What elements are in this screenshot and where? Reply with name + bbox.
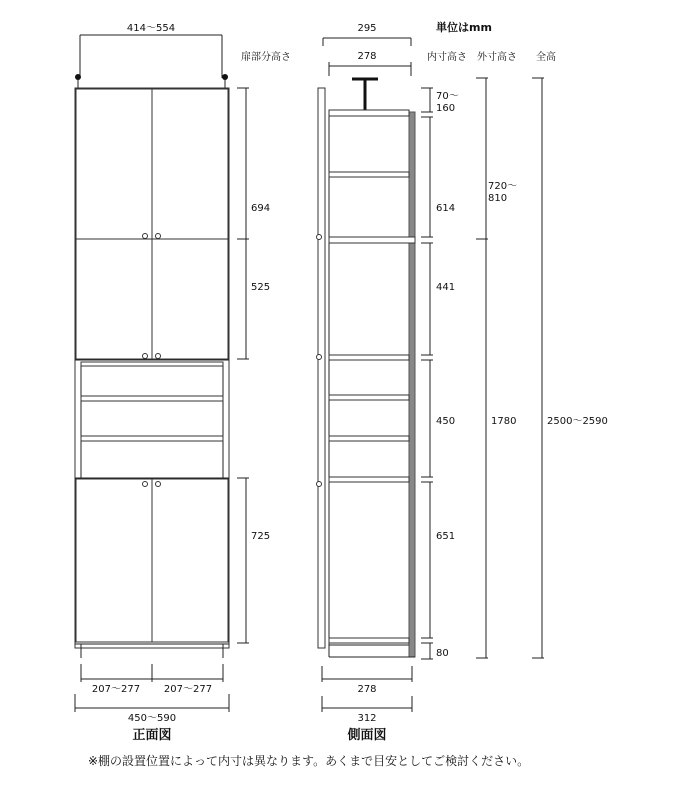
- unit-label: 単位はmm: [436, 21, 492, 34]
- shelf-board: [329, 110, 409, 116]
- knob-icon: [156, 354, 161, 359]
- pole-cap-right-icon: [222, 74, 228, 80]
- total-height-dims: [532, 78, 544, 658]
- upper-door-right: [152, 89, 228, 239]
- top-depth-label: 295: [357, 23, 377, 34]
- inner-height-6: 80: [436, 648, 449, 659]
- knob-icon: [143, 482, 148, 487]
- outer-height-top-line2: 810: [488, 193, 508, 204]
- knob-icon: [156, 234, 161, 239]
- door-height-3: 725: [251, 531, 271, 542]
- header-inner-height: 内寸高さ: [427, 52, 467, 63]
- middle-door-left: [76, 239, 152, 359]
- knob-icon: [156, 482, 161, 487]
- inner-depth-bottom-label: 278: [357, 684, 377, 695]
- shelf-board: [329, 172, 409, 177]
- inner-depth-top-label: 278: [357, 51, 377, 62]
- door-height-dims: [237, 88, 249, 643]
- middle-door-right: [152, 239, 228, 359]
- outer-height-dims: [476, 78, 488, 658]
- outer-height-bottom: 1780: [491, 416, 517, 427]
- outer-height-top-line1: 720～: [488, 181, 518, 192]
- header-door-height: 扉部分高さ: [241, 52, 291, 63]
- header-total-height: 全高: [536, 52, 556, 63]
- inner-height-3: 441: [436, 282, 456, 293]
- front-view: [75, 23, 270, 743]
- side-back-panel: [409, 112, 415, 657]
- inner-height-4: 450: [436, 416, 456, 427]
- footnote: ※棚の設置位置によって内寸は異なります。あくまで目安としてご検討ください。: [88, 754, 530, 768]
- lower-door-left: [76, 479, 152, 642]
- front-view-title: 正面図: [132, 728, 172, 743]
- outer-depth-label: 312: [357, 713, 377, 724]
- total-height-label: 2500～2590: [547, 416, 608, 427]
- side-view-title: 側面図: [347, 728, 387, 743]
- inner-height-top-line2: 160: [436, 103, 456, 114]
- pole-cap-left-icon: [75, 74, 81, 80]
- door-height-1: 694: [251, 203, 271, 214]
- inner-height-2: 614: [436, 203, 456, 214]
- shelf-board: [329, 395, 409, 400]
- knob-icon: [317, 235, 322, 240]
- knob-icon: [143, 354, 148, 359]
- left-door-width-label: 207～277: [91, 684, 141, 695]
- knob-icon: [317, 355, 322, 360]
- upper-door-left: [76, 89, 152, 239]
- right-door-width-label: 207～277: [163, 684, 213, 695]
- shelf-board: [329, 477, 409, 482]
- total-width-label: 450～590: [127, 713, 177, 724]
- lower-door-right: [152, 479, 228, 642]
- shelf-board: [329, 638, 409, 643]
- header-outer-height: 外寸高さ: [477, 52, 517, 63]
- door-height-2: 525: [251, 282, 271, 293]
- shelf-board: [81, 396, 223, 401]
- inner-height-top-line1: 70～: [436, 91, 459, 102]
- top-width-label: 414～554: [126, 23, 176, 34]
- inner-height-5: 651: [436, 531, 456, 542]
- side-door-panel: [318, 88, 325, 648]
- knob-icon: [143, 234, 148, 239]
- inner-height-dims: [421, 88, 433, 659]
- shelf-board: [81, 362, 223, 366]
- shelf-board: [81, 436, 223, 441]
- knob-icon: [317, 482, 322, 487]
- shelf-board: [329, 355, 409, 360]
- side-view: [317, 23, 608, 743]
- shelf-board: [329, 436, 409, 441]
- shelf-board: [329, 237, 415, 243]
